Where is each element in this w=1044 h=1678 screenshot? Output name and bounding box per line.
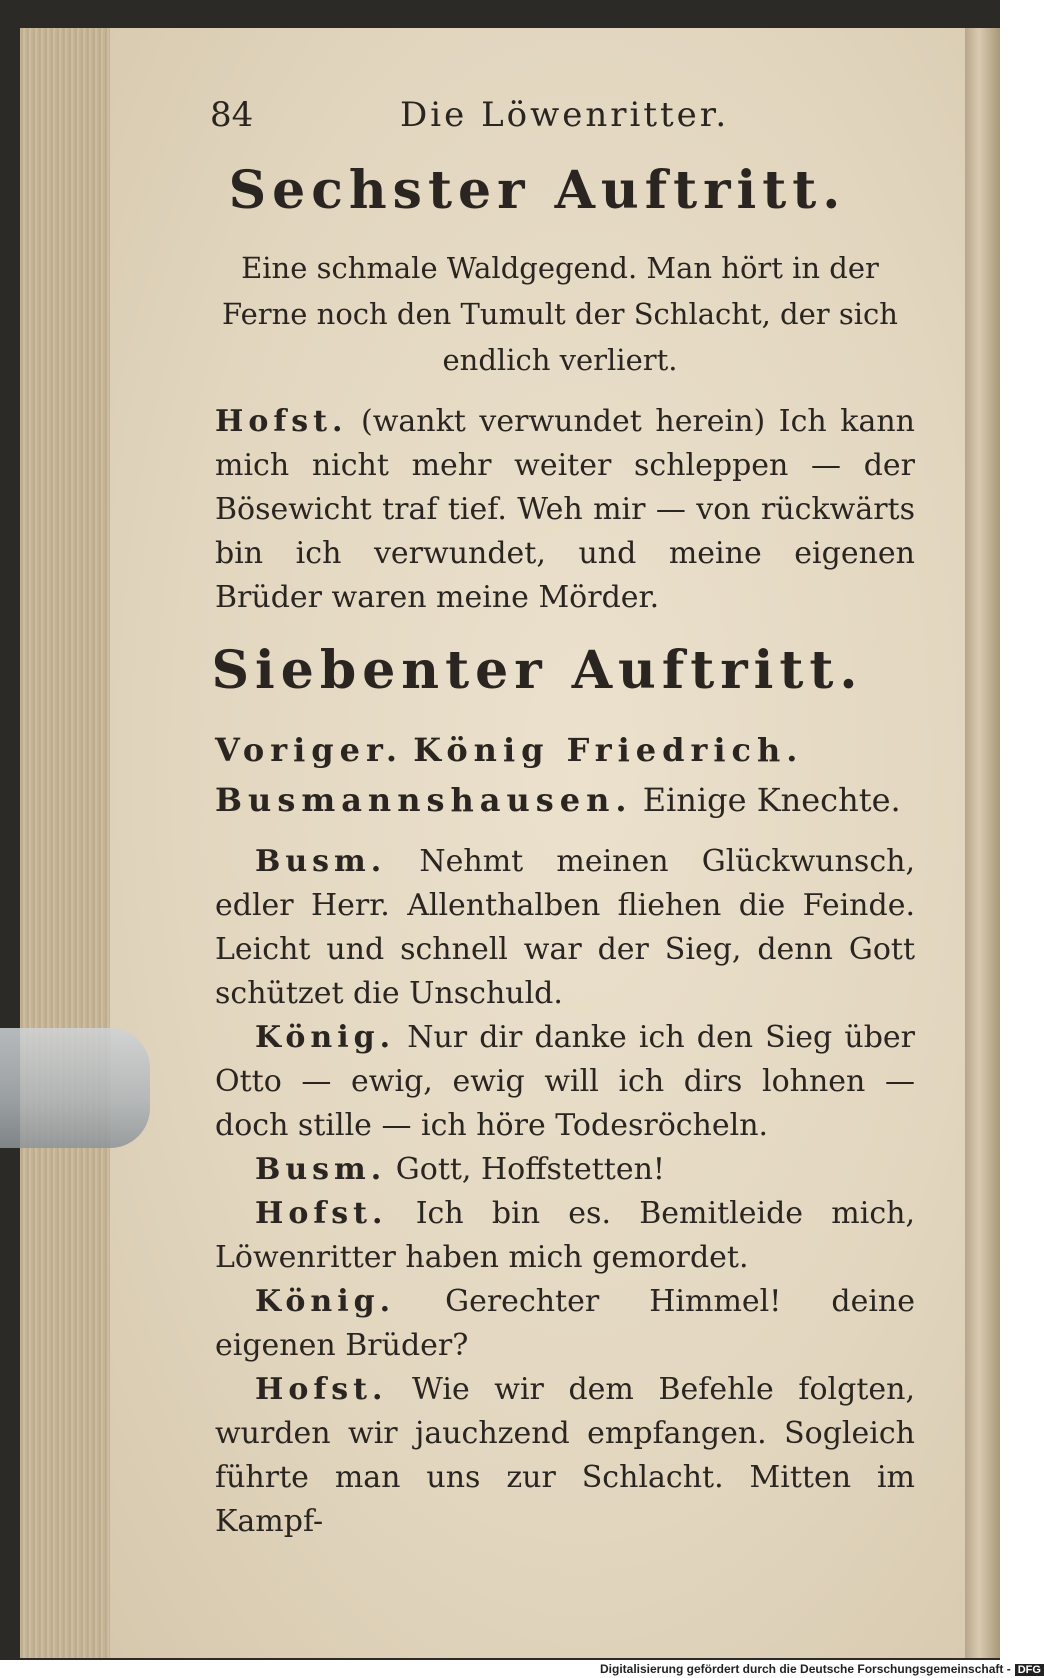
scene-heading: Sechster Auftritt. xyxy=(228,160,847,221)
speech-text: Nur dir danke ich den Sieg über Otto — ewig, ewig will ich dirs lohnen — doch stille — ich höre Todesröcheln. xyxy=(215,1020,915,1143)
cast-member: Einige Knechte. xyxy=(642,781,901,819)
speech-text: Gott, Hoffstetten! xyxy=(395,1152,665,1187)
page-number: 84 xyxy=(210,95,254,135)
right-page-edge xyxy=(965,28,1000,1658)
dialogue-line xyxy=(215,1192,915,1280)
speaker-name: Busm. xyxy=(255,844,387,879)
dialogue-line xyxy=(215,840,915,1016)
speech-text: Ich kann mich nicht mehr weiter schleppen — der Bösewicht traf tief. Weh mir — von rückwärts bin ich verwundet, und meine eigenen Brüder waren meine Mörder. xyxy=(215,404,915,615)
running-title: Die Löwenritter. xyxy=(400,95,730,135)
speaker-name: Hofst. xyxy=(255,1372,388,1407)
speech-text: Ich bin es. Bemitleide mich, Löwenritter haben mich gemordet. xyxy=(215,1196,915,1275)
cast-member: Busmannshausen. xyxy=(215,781,633,819)
scene-heading: Siebenter Auftritt. xyxy=(211,640,864,701)
speech-paragraph xyxy=(215,400,915,620)
speech-text: Gerechter Himmel! deine eigenen Brüder? xyxy=(215,1284,915,1363)
cast-member: König Friedrich. xyxy=(413,731,804,769)
speaker-name: Hofst. xyxy=(215,404,348,439)
speaker-name: König. xyxy=(255,1284,396,1319)
dialogue-line xyxy=(215,1148,915,1192)
dialogue-line xyxy=(215,1280,915,1368)
speaker-name: Busm. xyxy=(255,1152,387,1187)
dialogue-line xyxy=(215,1368,915,1544)
speech-text: Wie wir dem Befehle folgten, wurden wir jauchzend empfangen. Sogleich führte man uns zur Schlacht. Mitten im Kampf- xyxy=(215,1372,916,1539)
cast-list xyxy=(215,725,915,825)
speech-direction: (wankt verwundet herein) xyxy=(361,404,766,439)
stage-direction: Eine schmale Waldgegend. Man hört in der Ferne noch den Tumult der Schlacht, der sich endlich verliert. xyxy=(222,251,898,377)
bookmark-clip xyxy=(0,1028,150,1148)
speaker-name: König. xyxy=(255,1020,396,1055)
credit-text: Digitalisierung gefördert durch die Deutsche Forschungsgemeinschaft - xyxy=(600,1662,1011,1676)
speech-text: Nehmt meinen Glückwunsch, edler Herr. Allenthalben fliehen die Feinde. Leicht und schnell war der Sieg, denn Gott schützet die Unschuld. xyxy=(215,844,915,1011)
dfg-logo: DFG xyxy=(1015,1664,1044,1676)
page-edges xyxy=(20,28,115,1658)
cast-member: Voriger. xyxy=(215,731,404,769)
digitization-credit xyxy=(600,1662,1044,1676)
speaker-name: Hofst. xyxy=(255,1196,388,1231)
dialogue-line xyxy=(215,1016,915,1148)
dialogue xyxy=(215,840,915,1544)
